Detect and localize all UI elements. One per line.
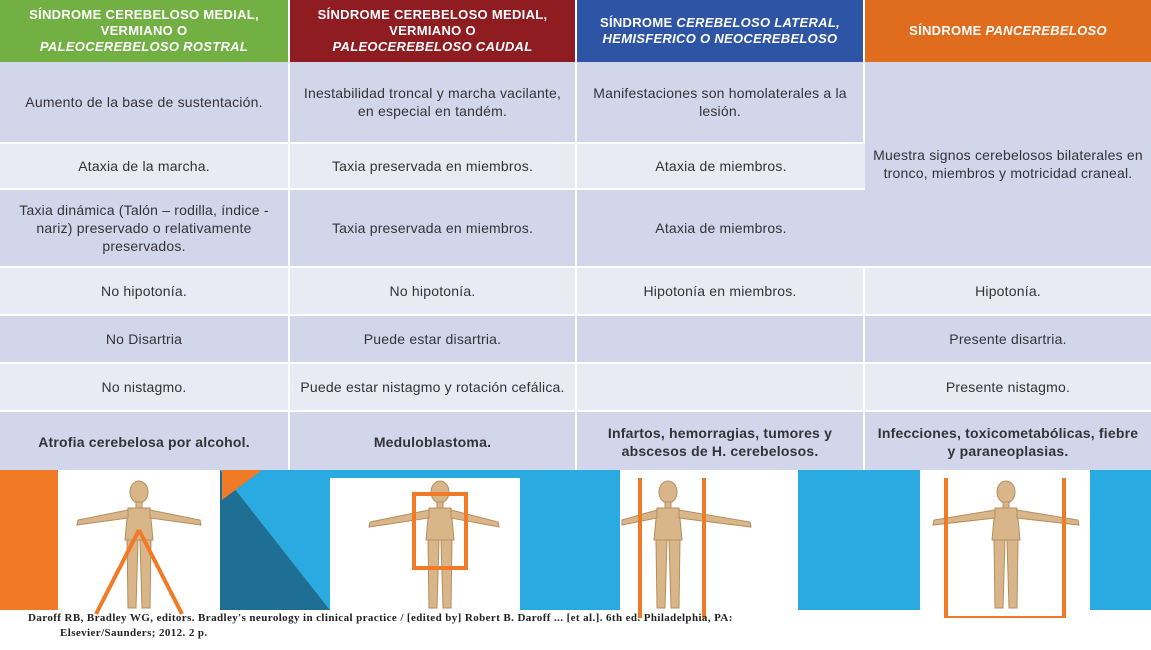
header-italic-text: PANCEREBELOSO (985, 23, 1107, 38)
header-pancerebeloso (865, 0, 1151, 62)
table-cell: Puede estar nistagmo y rotación cefálica. (290, 364, 577, 412)
table-cell: Presente nistagmo. (865, 364, 1151, 412)
figure-panel-caudal (330, 478, 520, 618)
table-cell: Puede estar disartria. (290, 316, 577, 364)
table-row (0, 364, 1151, 412)
table-cell (577, 316, 865, 364)
merged-cell-pancerebeloso: Muestra signos cerebelosos bilaterales en tronco, miembros y motricidad craneal. (865, 62, 1151, 268)
mannequin-rostral-figure (58, 478, 220, 618)
table-cell: Manifestaciones son homolaterales a la lesión. (577, 62, 865, 144)
mannequin-pan-figure (920, 478, 1090, 618)
table-cell: Atrofia cerebelosa por alcohol. (0, 412, 290, 474)
table-cell: Infartos, hemorragias, tumores y abscesos de H. cerebelosos. (577, 412, 865, 474)
figure-panel-pan (920, 478, 1090, 618)
table-cell: Inestabilidad troncal y marcha vacilante, en especial en tandém. (290, 62, 577, 144)
header-medial-rostral (0, 0, 290, 62)
table-cell: Hipotonía. (865, 268, 1151, 316)
table-cell: No hipotonía. (290, 268, 577, 316)
mannequin-lateral-figure (620, 478, 798, 618)
table-cell: No nistagmo. (0, 364, 290, 412)
table-cell: Taxia preservada en miembros. (290, 144, 577, 190)
header-lateral (577, 0, 865, 62)
header-text: SÍNDROME CEREBELOSO MEDIAL, VERMIANO O (29, 7, 259, 38)
header-text: SÍNDROME (599, 15, 673, 30)
figure-band (0, 470, 1151, 650)
table-row (0, 412, 1151, 474)
highlight-triangle (96, 530, 182, 614)
table-cell: Hipotonía en miembros. (577, 268, 865, 316)
citation-reference (28, 611, 1133, 641)
header-italic-text: PALEOCEREBELOSO CAUDAL (332, 39, 533, 54)
table-header-row (0, 0, 1151, 62)
header-italic-text: PALEOCEREBELOSO ROSTRAL (39, 39, 249, 54)
header-medial-caudal (290, 0, 577, 62)
table-cell: Ataxia de miembros. (577, 144, 865, 190)
table-cell: Taxia dinámica (Talón – rodilla, índice - nariz) preservado o relativamente preservados. (0, 190, 290, 268)
figure-panel-rostral (58, 478, 220, 618)
table-cell: Ataxia de la marcha. (0, 144, 290, 190)
table-row (0, 268, 1151, 316)
table-cell: Meduloblastoma. (290, 412, 577, 474)
citation-line-1: Daroff RB, Bradley WG, editors. Bradley's neurology in clinical practice / [edited by] Robert B. Daroff ... [et al.]. 6th ed. Philadelphia, PA: (28, 612, 733, 624)
table-cell (577, 364, 865, 412)
table-row (0, 316, 1151, 364)
header-text: SÍNDROME (909, 23, 982, 38)
table-cell: No Disartria (0, 316, 290, 364)
header-italic-text: CEREBELOSO LATERAL, HEMISFERICO O NEOCEREBELOSO (602, 15, 841, 46)
table-cell: Infecciones, toxicometabólicas, fiebre y paraneoplasias. (865, 412, 1151, 474)
header-text: SÍNDROME CEREBELOSO MEDIAL, VERMIANO O (317, 7, 548, 38)
table-cell: Ataxia de miembros. (577, 190, 865, 268)
table-cell: No hipotonía. (0, 268, 290, 316)
figure-panel-lateral (620, 478, 798, 618)
table-cell: Aumento de la base de sustentación. (0, 62, 290, 144)
table-cell: Presente disartria. (865, 316, 1151, 364)
table-row (0, 62, 1151, 144)
citation-line-2: Elsevier/Saunders; 2012. 2 p. (60, 627, 208, 639)
table-cell: Taxia preservada en miembros. (290, 190, 577, 268)
mannequin-caudal-figure (330, 478, 520, 618)
